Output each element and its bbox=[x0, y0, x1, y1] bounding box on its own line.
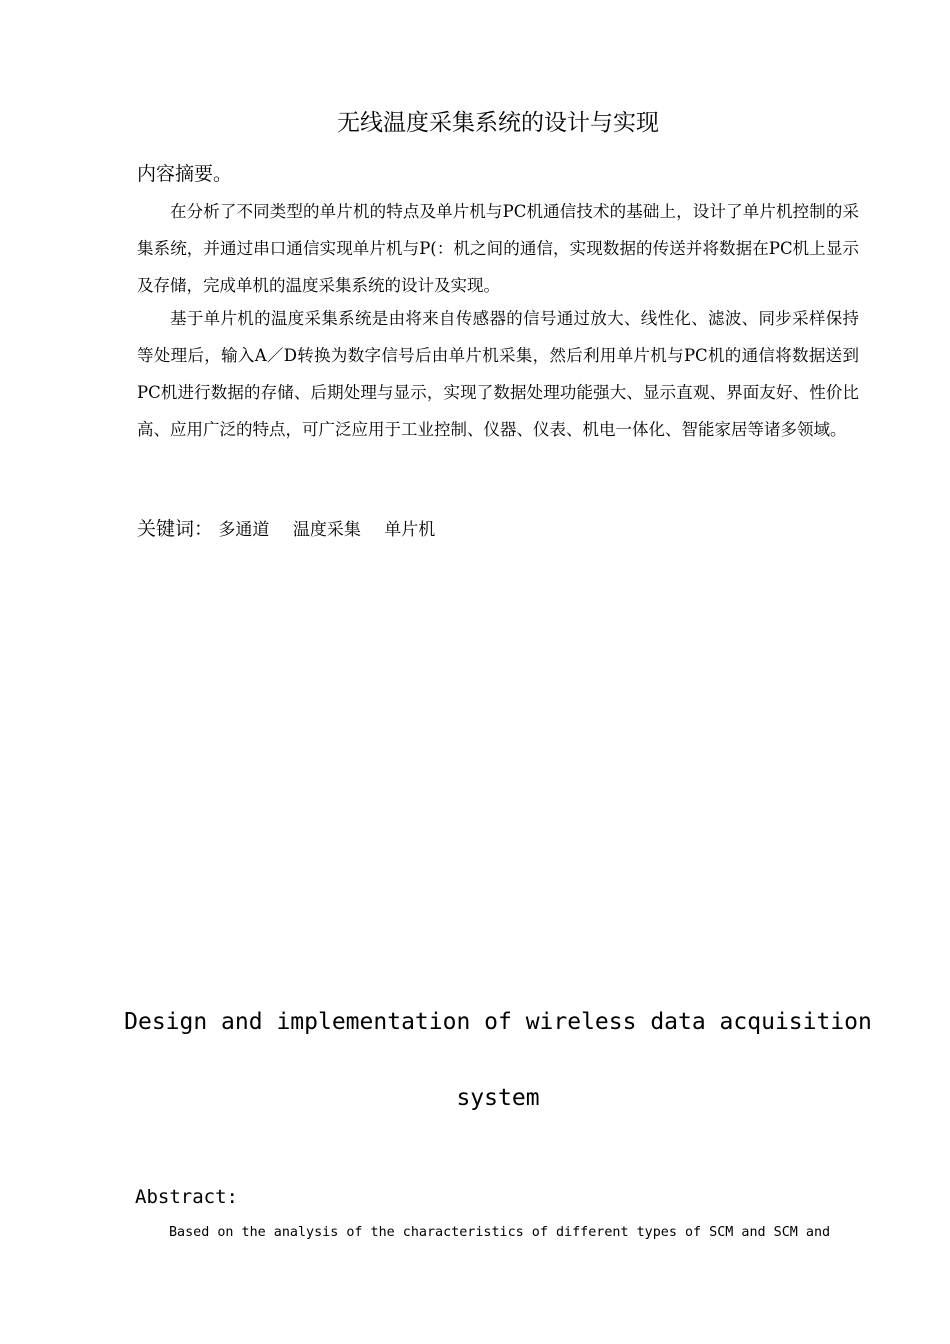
abstract-paragraph-1: 在分析了不同类型的单片机的特点及单片机与PC机通信技术的基础上，设计了单片机控制的采集系统，并通过串口通信实现单片机与P(：机之间的通信，实现数据的传送并将数据在PC机上显示及存储，完成单机的温度采集系统的设计及实现。 bbox=[137, 202, 859, 295]
keyword-item: 单片机 bbox=[384, 520, 436, 540]
keywords-label: 关键词： bbox=[137, 518, 214, 540]
keyword-item: 温度采集 bbox=[292, 520, 361, 540]
keyword-item: 多通道 bbox=[218, 520, 270, 540]
abstract-heading: 内容摘要。 bbox=[137, 163, 233, 185]
chinese-title: 无线温度采集系统的设计与实现 bbox=[337, 110, 659, 136]
abstract-paragraph-2: 基于单片机的温度采集系统是由将来自传感器的信号通过放大、线性化、滤波、同步采样保持等处理后，输入A／D转换为数字信号后由单片机采集，然后利用单片机与PC机的通信将数据送到PC机进行数据的存储、后期处理与显示，实现了数据处理功能强大、显示直观、界面友好、性价比高、应用广泛的特点，可广泛应用于工业控制、仪器、仪表、机电一体化、智能家居等诸多领域。 bbox=[137, 309, 859, 439]
english-title-line-1: Design and implementation of wireless data acquisition bbox=[124, 1009, 872, 1035]
english-abstract-heading: Abstract: bbox=[135, 1186, 238, 1208]
keywords-line bbox=[137, 514, 453, 545]
english-abstract-paragraph: Based on the analysis of the characteristics of different types of SCM and SCM and bbox=[169, 1225, 831, 1240]
english-title-line-2: system bbox=[456, 1085, 540, 1111]
